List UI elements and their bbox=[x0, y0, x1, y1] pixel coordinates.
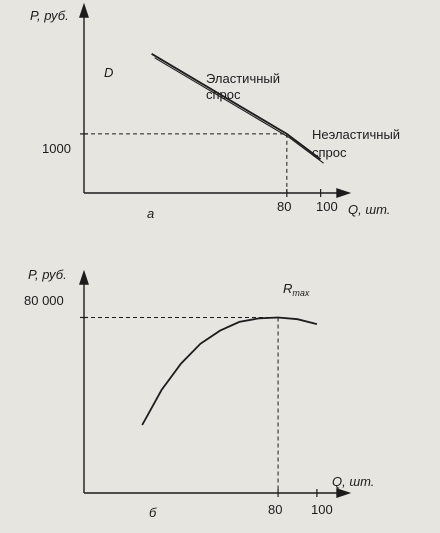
panel-a-inelastic-label-line1: Неэластичный bbox=[312, 127, 401, 142]
panel-b-x-tick-80: 80 bbox=[268, 502, 283, 517]
panel-b-peak-label-main: R bbox=[283, 281, 293, 296]
panel-a-elastic-label-line2: спрос bbox=[206, 87, 241, 102]
panel-a-x-axis-arrow bbox=[337, 189, 349, 197]
panel-b-revenue-curve bbox=[142, 318, 317, 426]
panel-b-x-axis-title: Q, шт. bbox=[332, 474, 375, 489]
panel-a-elastic-label-line1: Эластичный bbox=[206, 71, 281, 86]
panel-a-inelastic-label-line2: спрос bbox=[312, 145, 347, 160]
panel-a-demand bbox=[30, 5, 400, 221]
panel-a-x-tick-80: 80 bbox=[277, 199, 292, 214]
panel-b-peak-label bbox=[283, 281, 310, 298]
panel-b-revenue bbox=[24, 267, 374, 520]
panel-b-y-axis-arrow bbox=[80, 272, 88, 284]
panel-b-x-axis-arrow bbox=[337, 489, 349, 497]
panel-a-y-axis-title: P, руб. bbox=[30, 8, 69, 23]
panel-b-caption: б bbox=[149, 505, 157, 520]
panel-a-y-tick-1000: 1000 bbox=[42, 141, 71, 156]
panel-b-y-tick-80000: 80 000 bbox=[24, 293, 64, 308]
panel-a-caption: а bbox=[147, 206, 155, 221]
panel-a-y-axis-arrow bbox=[80, 5, 88, 17]
panel-b-peak-label-sub: max bbox=[292, 288, 310, 298]
panel-b-y-axis-title: P, руб. bbox=[28, 267, 67, 282]
panel-b-x-tick-100: 100 bbox=[311, 502, 333, 517]
panel-a-x-tick-100: 100 bbox=[316, 199, 338, 214]
panel-a-x-axis-title: Q, шт. bbox=[348, 202, 391, 217]
panel-a-curve-label: D bbox=[104, 65, 114, 80]
